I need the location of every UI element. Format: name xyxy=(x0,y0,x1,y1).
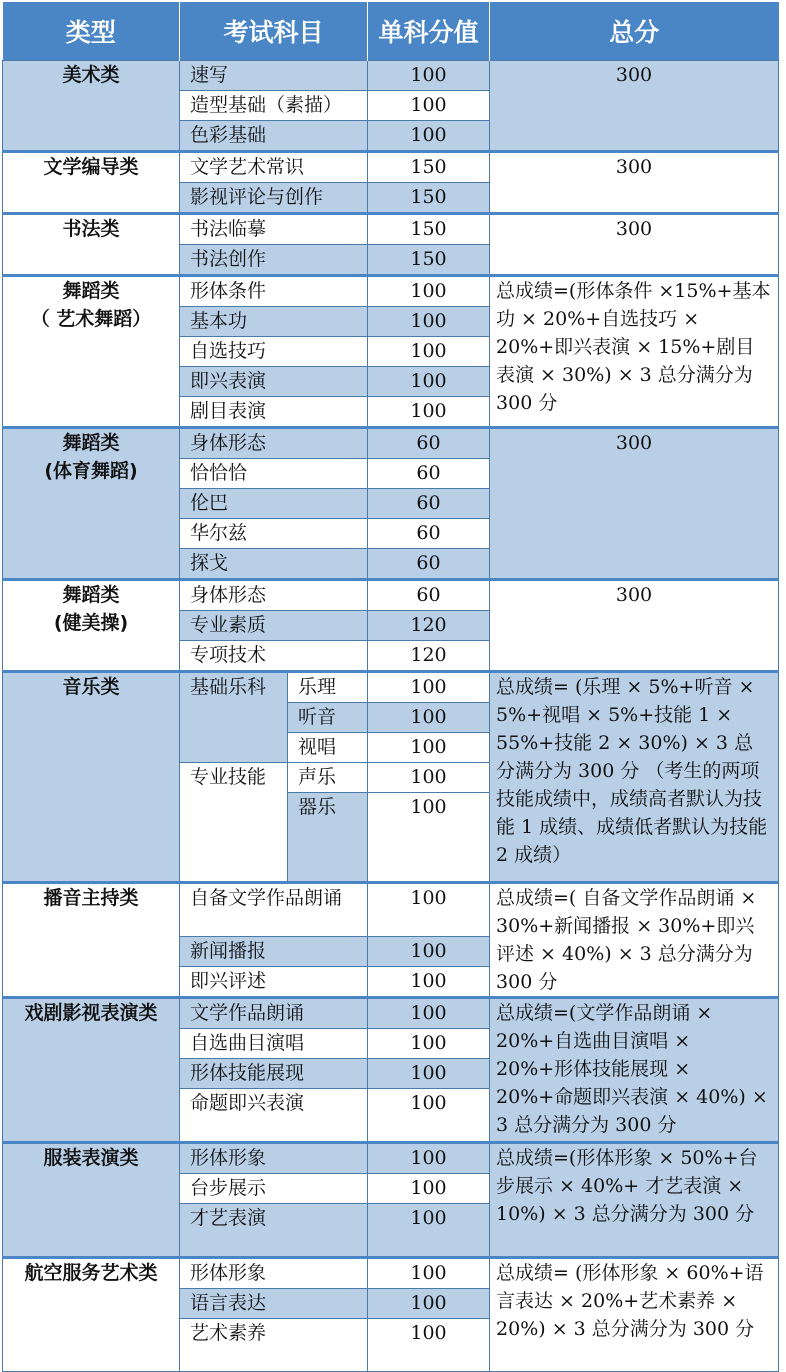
subject-cell: 声乐 xyxy=(288,763,368,793)
table-row xyxy=(3,61,779,91)
score-cell: 100 xyxy=(368,1059,490,1089)
header-row xyxy=(3,2,779,61)
category-line-2: （ 艺术舞蹈） xyxy=(30,308,152,330)
subject-cell: 影视评论与创作 xyxy=(180,183,368,214)
header-total: 总分 xyxy=(490,2,779,61)
score-cell: 120 xyxy=(368,611,490,641)
subject-cell: 伦巴 xyxy=(180,489,368,519)
subject-cell: 形体技能展现 xyxy=(180,1059,368,1089)
subject-cell: 身体形态 xyxy=(180,428,368,459)
score-cell: 100 xyxy=(368,367,490,397)
subject-cell: 新闻播报 xyxy=(180,937,368,967)
score-cell: 100 xyxy=(368,307,490,337)
formula-cell: 总成绩=(形体形象 × 50%+台步展示 × 40%+ 才艺表演 × 10%) × 3 总分满分为 300 分 xyxy=(490,1143,779,1258)
score-cell: 60 xyxy=(368,428,490,459)
score-cell: 100 xyxy=(368,91,490,121)
score-cell: 100 xyxy=(368,61,490,91)
header-type: 类型 xyxy=(3,2,180,61)
score-cell: 100 xyxy=(368,337,490,367)
score-cell: 150 xyxy=(368,214,490,245)
category-cell: 服装表演类 xyxy=(3,1143,180,1258)
subject-cell: 即兴表演 xyxy=(180,367,368,397)
table-row xyxy=(3,580,779,611)
subject-cell: 基本功 xyxy=(180,307,368,337)
header-score: 单科分值 xyxy=(368,2,490,61)
table-row xyxy=(3,152,779,183)
score-cell: 100 xyxy=(368,397,490,428)
subject-cell: 专项技术 xyxy=(180,641,368,672)
subject-cell: 形体形象 xyxy=(180,1143,368,1174)
category-line-2: (健美操) xyxy=(53,612,129,634)
score-cell: 100 xyxy=(368,1319,490,1372)
total-cell: 300 xyxy=(490,428,779,580)
score-cell: 100 xyxy=(368,1289,490,1319)
subject-cell: 命题即兴表演 xyxy=(180,1089,368,1143)
subject-cell: 书法临摹 xyxy=(180,214,368,245)
score-cell: 100 xyxy=(368,883,490,937)
subject-cell: 即兴评述 xyxy=(180,967,368,998)
subject-cell: 才艺表演 xyxy=(180,1204,368,1258)
subject-cell: 恰恰恰 xyxy=(180,459,368,489)
category-cell xyxy=(3,580,180,672)
subject-cell: 专业素质 xyxy=(180,611,368,641)
total-cell: 300 xyxy=(490,580,779,672)
table-row xyxy=(3,998,779,1029)
score-cell: 100 xyxy=(368,998,490,1029)
score-cell: 100 xyxy=(368,967,490,998)
subject-cell: 色彩基础 xyxy=(180,121,368,152)
score-cell: 60 xyxy=(368,459,490,489)
category-cell: 音乐类 xyxy=(3,672,180,883)
score-cell: 120 xyxy=(368,641,490,672)
category-cell: 美术类 xyxy=(3,61,180,152)
header-subject: 考试科目 xyxy=(180,2,368,61)
score-cell: 60 xyxy=(368,519,490,549)
score-cell: 100 xyxy=(368,1029,490,1059)
score-cell: 100 xyxy=(368,1258,490,1289)
category-cell: 文学编导类 xyxy=(3,152,180,214)
table-row xyxy=(3,1143,779,1174)
subject-cell: 艺术素养 xyxy=(180,1319,368,1372)
category-cell: 播音主持类 xyxy=(3,883,180,998)
formula-cell: 总成绩=( 自备文学作品朗诵 × 30%+新闻播报 × 30%+即兴评述 × 40%) × 3 总分满分为 300 分 xyxy=(490,883,779,998)
subject-cell: 华尔兹 xyxy=(180,519,368,549)
table-row xyxy=(3,1258,779,1289)
score-cell: 60 xyxy=(368,549,490,580)
score-cell: 100 xyxy=(368,763,490,793)
score-cell: 100 xyxy=(368,121,490,152)
score-cell: 60 xyxy=(368,489,490,519)
score-cell: 100 xyxy=(368,793,490,883)
subject-cell: 速写 xyxy=(180,61,368,91)
category-line-1: 舞蹈类 xyxy=(62,280,120,302)
category-cell xyxy=(3,428,180,580)
score-cell: 100 xyxy=(368,276,490,307)
score-cell: 60 xyxy=(368,580,490,611)
category-line-2: (体育舞蹈) xyxy=(44,460,138,482)
subject-cell: 自选技巧 xyxy=(180,337,368,367)
category-cell: 戏剧影视表演类 xyxy=(3,998,180,1143)
table-row xyxy=(3,276,779,307)
category-cell: 书法类 xyxy=(3,214,180,276)
subject-cell: 器乐 xyxy=(288,793,368,883)
score-cell: 150 xyxy=(368,183,490,214)
subject-cell: 形体条件 xyxy=(180,276,368,307)
score-cell: 100 xyxy=(368,733,490,763)
total-cell: 300 xyxy=(490,214,779,276)
score-cell: 100 xyxy=(368,672,490,703)
subject-cell: 乐理 xyxy=(288,672,368,703)
table-row xyxy=(3,672,779,703)
category-line-1: 舞蹈类 xyxy=(62,432,120,454)
table-row xyxy=(3,883,779,937)
score-cell: 150 xyxy=(368,245,490,276)
table-row xyxy=(3,214,779,245)
score-cell: 100 xyxy=(368,1204,490,1258)
score-cell: 150 xyxy=(368,152,490,183)
total-cell: 300 xyxy=(490,61,779,152)
subject-cell: 听音 xyxy=(288,703,368,733)
subject-cell: 身体形态 xyxy=(180,580,368,611)
table-row xyxy=(3,428,779,459)
category-cell: 航空服务艺术类 xyxy=(3,1258,180,1372)
formula-cell: 总成绩=(形体条件 ×15%+基本功 × 20%+自选技巧 × 20%+即兴表演 × 15%+剧目表演 × 30%) × 3 总分满分为 300 分 xyxy=(490,276,779,428)
subject-cell: 语言表达 xyxy=(180,1289,368,1319)
formula-cell: 总成绩= (乐理 × 5%+听音 × 5%+视唱 × 5%+技能 1 × 55%+技能 2 × 30%) × 3 总分满分为 300 分 （考生的两项技能成绩中，成绩高者默认为技能 1 成绩、成绩低者默认为技能 2 成绩） xyxy=(490,672,779,883)
subject-cell: 视唱 xyxy=(288,733,368,763)
subgroup-cell: 基础乐科 xyxy=(180,672,288,763)
score-cell: 100 xyxy=(368,937,490,967)
score-cell: 100 xyxy=(368,1174,490,1204)
subject-cell: 造型基础（素描） xyxy=(180,91,368,121)
subject-cell: 探戈 xyxy=(180,549,368,580)
formula-cell: 总成绩= (形体形象 × 60%+语言表达 × 20%+艺术素养 × 20%) × 3 总分满分为 300 分 xyxy=(490,1258,779,1372)
exam-score-table xyxy=(2,2,779,1372)
subject-cell: 自选曲目演唱 xyxy=(180,1029,368,1059)
category-line-1: 舞蹈类 xyxy=(62,584,120,606)
subject-cell: 形体形象 xyxy=(180,1258,368,1289)
subject-cell: 台步展示 xyxy=(180,1174,368,1204)
subject-cell: 文学作品朗诵 xyxy=(180,998,368,1029)
score-cell: 100 xyxy=(368,1143,490,1174)
subject-cell: 文学艺术常识 xyxy=(180,152,368,183)
subject-cell: 剧目表演 xyxy=(180,397,368,428)
formula-cell: 总成绩=(文学作品朗诵 × 20%+自选曲目演唱 × 20%+形体技能展现 × 20%+命题即兴表演 × 40%) × 3 总分满分为 300 分 xyxy=(490,998,779,1143)
subject-cell: 自备文学作品朗诵 xyxy=(180,883,368,937)
category-cell xyxy=(3,276,180,428)
subgroup-cell: 专业技能 xyxy=(180,763,288,883)
score-cell: 100 xyxy=(368,703,490,733)
score-cell: 100 xyxy=(368,1089,490,1143)
total-cell: 300 xyxy=(490,152,779,214)
subject-cell: 书法创作 xyxy=(180,245,368,276)
